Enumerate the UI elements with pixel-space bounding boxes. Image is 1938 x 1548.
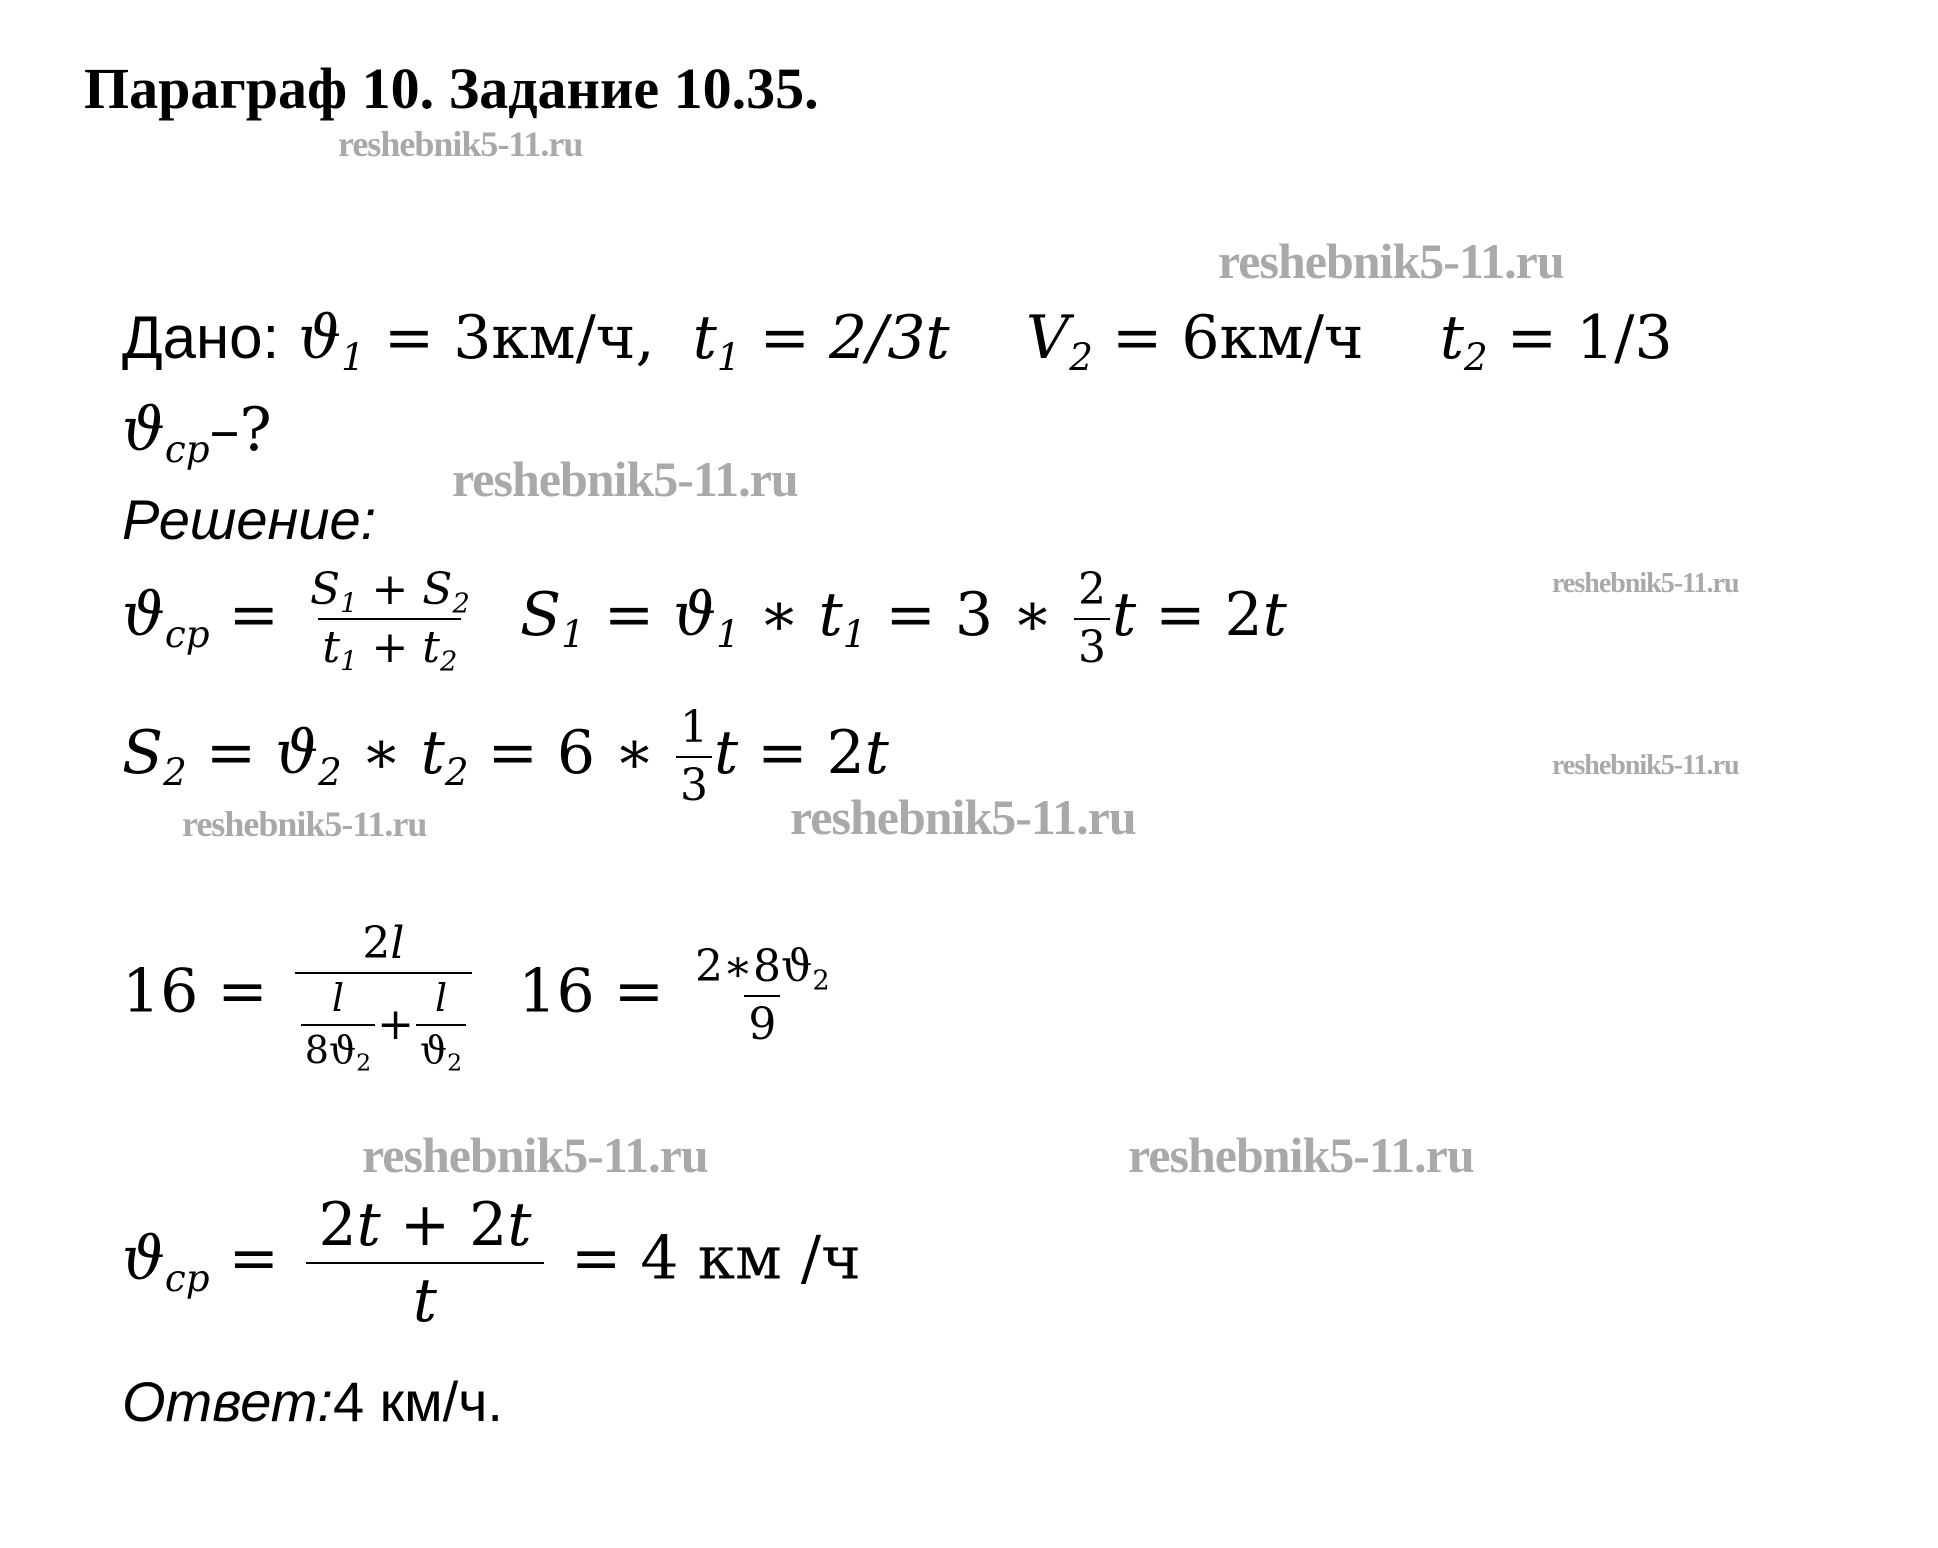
watermark: reshebnik5-11.ru <box>790 789 1136 845</box>
formula-final: $ϑ_{cp}$ = $\frac{2t + 2t}{t}$ = 4 км /ч <box>122 1190 861 1336</box>
formula-s2: $S_2 = ϑ_2$ ∗ $t_2 = 6$ ∗ $\frac{1}{3}$ t = 2t <box>122 702 889 812</box>
watermark: reshebnik5-11.ru <box>1552 568 1739 599</box>
given-v2: 6км/ч <box>1181 303 1364 373</box>
given-t2: 1/3 <box>1576 303 1673 373</box>
find-line: $ϑ_{cp}-$? <box>122 395 272 471</box>
watermark: reshebnik5-11.ru <box>1552 750 1739 781</box>
final-result: 4 км /ч <box>640 1223 861 1294</box>
answer-label: Ответ: <box>122 1370 333 1433</box>
given-label: Дано: <box>122 304 280 371</box>
given-v1: 3км/ч, <box>453 303 655 373</box>
watermark: reshebnik5-11.ru <box>362 1127 708 1183</box>
given-line: Дано: $ϑ_1 = 3км/ч$, $t_1 = 2/3t$ $V_2 = 6км/ч$ $t_2 = 1/3$ <box>122 303 1673 379</box>
find-mark: –? <box>209 395 272 465</box>
solution-label: Решение: <box>122 488 377 551</box>
answer-line <box>122 1370 503 1433</box>
formula-sixteen: 16 = 2l $\frac{l}{8ϑ_2}$ + $\frac{l}{ϑ_2}$ 16 = $\frac{2∗8ϑ_2}{9}$ <box>122 918 830 1077</box>
watermark: reshebnik5-11.ru <box>338 124 583 164</box>
answer-value: 4 км/ч. <box>332 1370 503 1433</box>
formula-average-speed: $ϑ_{cp}$ = $\frac{S_1 + S_2}{t_1 + t_2}$ $S_1 = ϑ_1$ ∗ $t_1 = 3$ ∗ $\frac{2}{3}$ t = 2t <box>122 564 1287 679</box>
watermark: reshebnik5-11.ru <box>182 804 427 844</box>
given-t1: 2/3t <box>828 303 950 373</box>
watermark: reshebnik5-11.ru <box>1218 233 1564 289</box>
watermark: reshebnik5-11.ru <box>452 451 798 507</box>
watermark: reshebnik5-11.ru <box>1128 1127 1474 1183</box>
page-title: Параграф 10. Задание 10.35. <box>84 56 819 121</box>
